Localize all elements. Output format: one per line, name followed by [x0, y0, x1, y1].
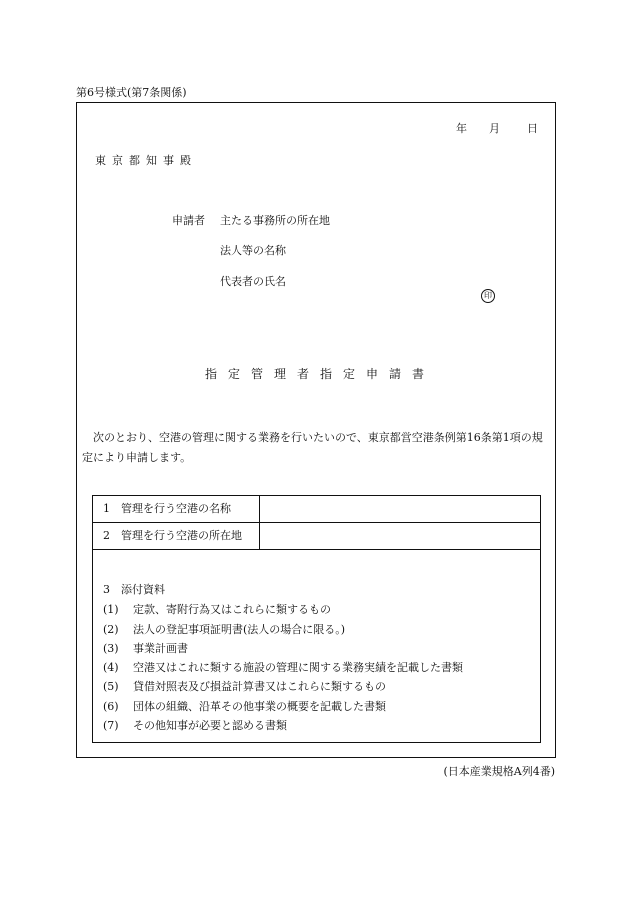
- date-day: 日: [527, 122, 538, 135]
- airport-location-label: 2 管理を行う空港の所在地: [93, 523, 260, 549]
- applicant-name-label: 法人等の名称: [220, 244, 286, 257]
- table-row: [93, 496, 540, 523]
- date-line: [456, 120, 546, 136]
- table-row: [93, 523, 540, 550]
- applicant-label: 申請者: [172, 214, 205, 227]
- list-item: (1) 定款、寄附行為又はこれらに類するもの: [103, 603, 331, 616]
- list-item: (2) 法人の登記事項証明書(法人の場合に限る。): [103, 623, 346, 636]
- paper-size-note: (日本産業規格A列4番): [443, 765, 555, 778]
- addressee: 東京都知事殿: [95, 154, 197, 167]
- list-item: (6) 団体の組織、沿革その他事業の概要を記載した書類: [103, 700, 386, 713]
- seal-mark: 印: [481, 289, 495, 303]
- body-text: 次のとおり、空港の管理に関する業務を行いたいので、東京都営空港条例第16条第1項の規定により申請します。: [82, 431, 543, 464]
- list-item: (3) 事業計画書: [103, 642, 188, 655]
- form-number: 第6号様式(第7条関係): [76, 86, 187, 99]
- applicant-representative-label: 代表者の氏名: [220, 275, 286, 288]
- date-year: 年: [456, 122, 467, 135]
- list-item: (5) 貸借対照表及び損益計算書又はこれらに類するもの: [103, 680, 386, 693]
- application-table: [92, 495, 541, 743]
- document-title: 指定管理者指定申請書: [205, 367, 436, 381]
- applicant-address-label: 主たる事務所の所在地: [220, 214, 330, 227]
- airport-name-label: 1 管理を行う空港の名称: [93, 496, 260, 522]
- date-month: 月: [489, 122, 500, 135]
- list-item: (7) その他知事が必要と認める書類: [103, 719, 287, 732]
- list-item: (4) 空港又はこれに類する施設の管理に関する業務実績を記載した書類: [103, 661, 463, 674]
- attachments-heading: 3 添付資料: [103, 583, 165, 596]
